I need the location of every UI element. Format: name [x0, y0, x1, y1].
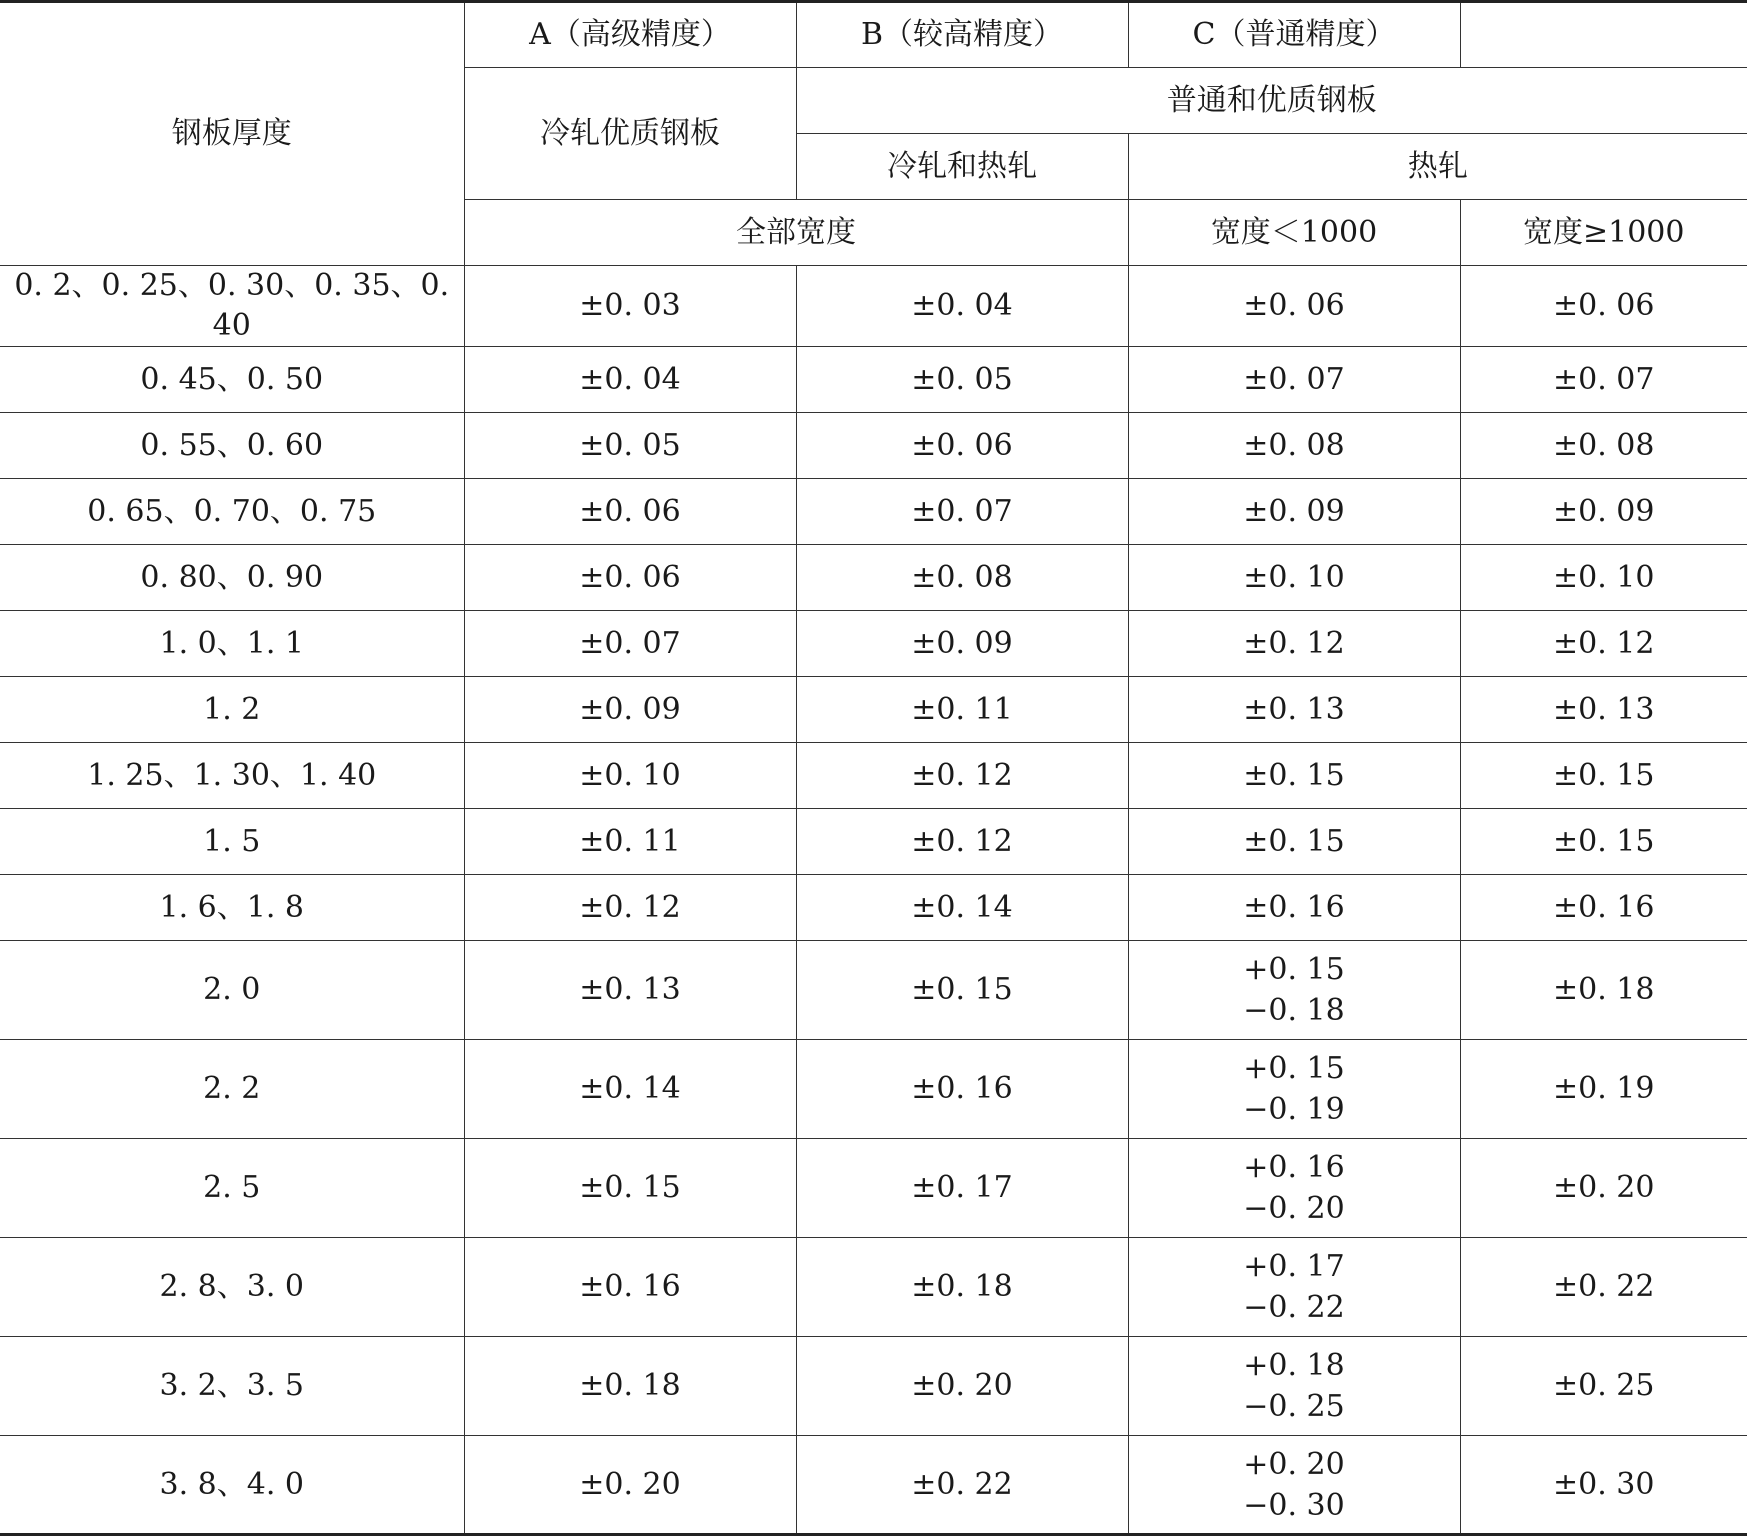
cell-grade-a: ±0. 06 — [464, 479, 796, 545]
cell-grade-c-width-lt: ±0. 16 — [1128, 875, 1460, 941]
cell-thickness: 0. 2、0. 25、0. 30、0. 35、0. 40 — [0, 266, 464, 347]
cell-minus-tolerance: −0. 19 — [1243, 1092, 1345, 1127]
cell-grade-c-width-ge: ±0. 13 — [1460, 677, 1747, 743]
header-grade-a: A（高级精度） — [464, 2, 796, 68]
cell-grade-c-width-ge: ±0. 07 — [1460, 347, 1747, 413]
table-row — [0, 347, 1747, 413]
cell-grade-c-width-ge: ±0. 19 — [1460, 1040, 1747, 1139]
cell-grade-b: ±0. 05 — [796, 347, 1128, 413]
header-row-grades — [0, 2, 1747, 68]
table-row — [0, 677, 1747, 743]
cell-grade-c-width-ge: ±0. 20 — [1460, 1139, 1747, 1238]
cell-grade-b: ±0. 11 — [796, 677, 1128, 743]
cell-thickness: 0. 65、0. 70、0. 75 — [0, 479, 464, 545]
header-ordinary-and-quality: 普通和优质钢板 — [796, 68, 1747, 134]
cell-thickness: 3. 2、3. 5 — [0, 1337, 464, 1436]
cell-grade-c-width-ge: ±0. 22 — [1460, 1238, 1747, 1337]
cell-minus-tolerance: −0. 18 — [1243, 993, 1345, 1028]
table-row — [0, 611, 1747, 677]
cell-grade-a: ±0. 05 — [464, 413, 796, 479]
table-row — [0, 266, 1747, 347]
cell-grade-b: ±0. 20 — [796, 1337, 1128, 1436]
cell-grade-c-width-lt — [1128, 1436, 1460, 1535]
cell-grade-c-width-ge: ±0. 08 — [1460, 413, 1747, 479]
cell-grade-b: ±0. 07 — [796, 479, 1128, 545]
cell-grade-c-width-ge: ±0. 15 — [1460, 743, 1747, 809]
header-all-widths: 全部宽度 — [464, 200, 1128, 266]
cell-grade-a: ±0. 13 — [464, 941, 796, 1040]
cell-grade-b: ±0. 04 — [796, 266, 1128, 347]
cell-grade-a: ±0. 09 — [464, 677, 796, 743]
cell-grade-c-width-lt: ±0. 06 — [1128, 266, 1460, 347]
table-row — [0, 875, 1747, 941]
cell-grade-c-width-ge: ±0. 12 — [1460, 611, 1747, 677]
cell-grade-a: ±0. 06 — [464, 545, 796, 611]
cell-minus-tolerance: −0. 22 — [1243, 1290, 1345, 1325]
cell-thickness: 2. 8、3. 0 — [0, 1238, 464, 1337]
cell-grade-a: ±0. 11 — [464, 809, 796, 875]
cell-grade-b: ±0. 14 — [796, 875, 1128, 941]
cell-grade-c-width-ge: ±0. 06 — [1460, 266, 1747, 347]
cell-grade-b: ±0. 16 — [796, 1040, 1128, 1139]
cell-thickness: 0. 80、0. 90 — [0, 545, 464, 611]
cell-minus-tolerance: −0. 30 — [1243, 1487, 1345, 1523]
cell-grade-a: ±0. 04 — [464, 347, 796, 413]
cell-thickness: 1. 25、1. 30、1. 40 — [0, 743, 464, 809]
cell-grade-c-width-lt: ±0. 12 — [1128, 611, 1460, 677]
cell-grade-a: ±0. 18 — [464, 1337, 796, 1436]
header-blank — [1460, 2, 1747, 68]
cell-minus-tolerance: −0. 25 — [1243, 1389, 1345, 1424]
cell-grade-b: ±0. 12 — [796, 743, 1128, 809]
cell-grade-c-width-lt: ±0. 10 — [1128, 545, 1460, 611]
cell-plus-tolerance: +0. 17 — [1243, 1249, 1345, 1284]
cell-grade-c-width-lt: ±0. 15 — [1128, 743, 1460, 809]
cell-grade-a: ±0. 10 — [464, 743, 796, 809]
cell-grade-c-width-ge: ±0. 09 — [1460, 479, 1747, 545]
cell-grade-c-width-lt: ±0. 13 — [1128, 677, 1460, 743]
table-row — [0, 743, 1747, 809]
header-grade-c: C（普通精度） — [1128, 2, 1460, 68]
cell-plus-tolerance: +0. 20 — [1243, 1446, 1345, 1482]
cell-plus-tolerance: +0. 16 — [1243, 1150, 1345, 1185]
cell-grade-c-width-lt: ±0. 15 — [1128, 809, 1460, 875]
table-row — [0, 1238, 1747, 1337]
cell-thickness: 3. 8、4. 0 — [0, 1436, 464, 1535]
header-thickness: 钢板厚度 — [0, 2, 464, 266]
cell-grade-b: ±0. 09 — [796, 611, 1128, 677]
cell-grade-b: ±0. 17 — [796, 1139, 1128, 1238]
table-row — [0, 413, 1747, 479]
cell-plus-tolerance: +0. 15 — [1243, 1051, 1345, 1086]
cell-plus-tolerance: +0. 18 — [1243, 1348, 1345, 1383]
cell-grade-a: ±0. 14 — [464, 1040, 796, 1139]
table-row — [0, 1436, 1747, 1535]
cell-grade-c-width-ge: ±0. 15 — [1460, 809, 1747, 875]
cell-thickness: 1. 2 — [0, 677, 464, 743]
cell-grade-c-width-ge: ±0. 30 — [1460, 1436, 1747, 1535]
cell-grade-c-width-ge: ±0. 18 — [1460, 941, 1747, 1040]
cell-grade-b: ±0. 18 — [796, 1238, 1128, 1337]
cell-grade-b: ±0. 06 — [796, 413, 1128, 479]
cell-grade-c-width-lt — [1128, 1139, 1460, 1238]
cell-grade-c-width-lt — [1128, 1238, 1460, 1337]
cell-grade-a: ±0. 15 — [464, 1139, 796, 1238]
table-row — [0, 479, 1747, 545]
table-row — [0, 545, 1747, 611]
header-hot-rolled: 热轧 — [1128, 134, 1747, 200]
cell-thickness: 2. 0 — [0, 941, 464, 1040]
cell-grade-c-width-ge: ±0. 25 — [1460, 1337, 1747, 1436]
cell-grade-a: ±0. 20 — [464, 1436, 796, 1535]
cell-thickness: 0. 45、0. 50 — [0, 347, 464, 413]
cell-minus-tolerance: −0. 20 — [1243, 1191, 1345, 1226]
table-row — [0, 809, 1747, 875]
header-cold-and-hot: 冷轧和热轧 — [796, 134, 1128, 200]
cell-grade-c-width-lt: ±0. 09 — [1128, 479, 1460, 545]
header-width-ge: 宽度≥1000 — [1460, 200, 1747, 266]
cell-thickness: 2. 5 — [0, 1139, 464, 1238]
cell-grade-a: ±0. 07 — [464, 611, 796, 677]
cell-grade-b: ±0. 08 — [796, 545, 1128, 611]
cell-thickness: 1. 5 — [0, 809, 464, 875]
cell-grade-c-width-lt — [1128, 941, 1460, 1040]
cell-grade-a: ±0. 16 — [464, 1238, 796, 1337]
cell-thickness: 1. 0、1. 1 — [0, 611, 464, 677]
cell-grade-a: ±0. 12 — [464, 875, 796, 941]
cell-grade-c-width-ge: ±0. 10 — [1460, 545, 1747, 611]
cell-grade-c-width-lt: ±0. 07 — [1128, 347, 1460, 413]
cell-grade-b: ±0. 22 — [796, 1436, 1128, 1535]
table-row — [0, 1337, 1747, 1436]
cell-grade-c-width-ge: ±0. 16 — [1460, 875, 1747, 941]
header-cold-rolled-quality: 冷轧优质钢板 — [464, 68, 796, 200]
cell-thickness: 1. 6、1. 8 — [0, 875, 464, 941]
cell-grade-a: ±0. 03 — [464, 266, 796, 347]
cell-thickness: 0. 55、0. 60 — [0, 413, 464, 479]
table-row — [0, 1139, 1747, 1238]
table-row — [0, 941, 1747, 1040]
cell-plus-tolerance: +0. 15 — [1243, 952, 1345, 987]
cell-grade-c-width-lt: ±0. 08 — [1128, 413, 1460, 479]
cell-thickness: 2. 2 — [0, 1040, 464, 1139]
table-row — [0, 1040, 1747, 1139]
cell-grade-c-width-lt — [1128, 1040, 1460, 1139]
cell-grade-b: ±0. 12 — [796, 809, 1128, 875]
cell-grade-c-width-lt — [1128, 1337, 1460, 1436]
cell-grade-b: ±0. 15 — [796, 941, 1128, 1040]
header-grade-b: B（较高精度） — [796, 2, 1128, 68]
header-width-lt: 宽度＜1000 — [1128, 200, 1460, 266]
